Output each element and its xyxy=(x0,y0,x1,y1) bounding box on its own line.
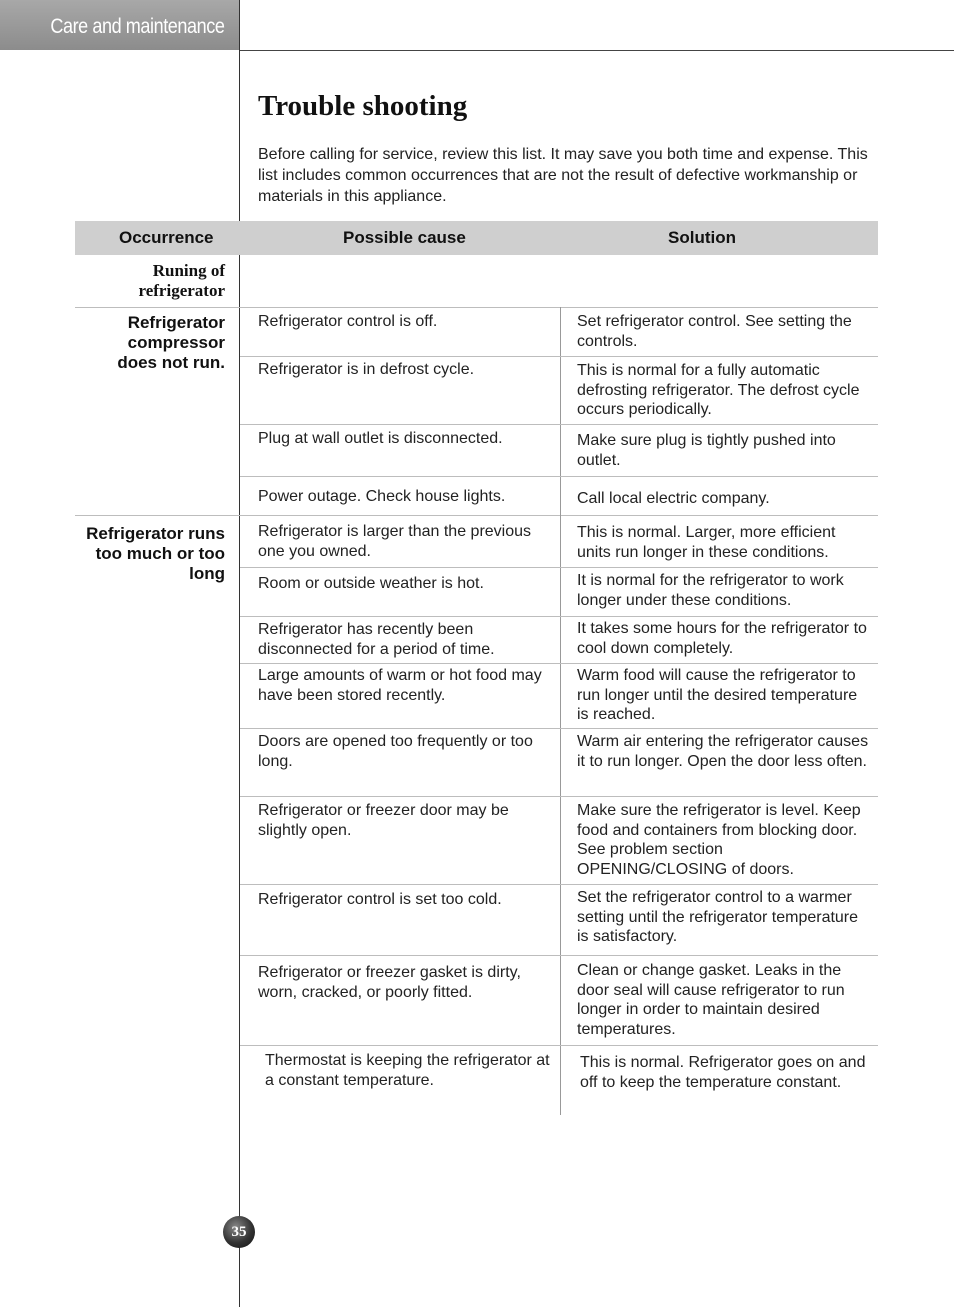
row-divider xyxy=(240,476,878,477)
cause-cell: Plug at wall outlet is disconnected. xyxy=(258,430,503,447)
occurrence-label: Refrigerator runs too much or too long xyxy=(86,524,225,583)
solution-cell: Call local electric company. xyxy=(577,490,770,507)
solution-cell: Warm food will cause the refrigerator to run longer until the desired temperature is reached. xyxy=(577,667,858,723)
cause-cell: Refrigerator control is off. xyxy=(258,313,438,330)
cause-cell: Refrigerator is in defrost cycle. xyxy=(258,361,475,378)
header-rule xyxy=(240,50,954,51)
row-divider xyxy=(240,1045,878,1046)
solution-cell: Set refrigerator control. See setting the controls. xyxy=(577,313,852,350)
cause-cell: Doors are opened too frequently or too long. xyxy=(258,733,533,770)
solution-cell: Clean or change gasket. Leaks in the door seal will cause refrigerator to run longer in order to maintain desired temperatures. xyxy=(577,962,845,1038)
row-divider xyxy=(240,567,878,568)
solution-cell: Warm air entering the refrigerator causes it to run longer. Open the door less often. xyxy=(577,733,869,770)
header-solution: Solution xyxy=(668,228,736,247)
cause-cell: Refrigerator control is set too cold. xyxy=(258,891,502,908)
row-divider xyxy=(240,616,878,617)
section-tab xyxy=(0,0,240,50)
solution-cell: This is normal. Larger, more efficient units run longer in these conditions. xyxy=(577,524,836,561)
row-divider xyxy=(240,663,878,664)
header-possible-cause: Possible cause xyxy=(343,228,466,247)
solution-cell: It takes some hours for the refrigerator to cool down completely. xyxy=(577,620,867,657)
row-divider xyxy=(240,796,878,797)
margin-rule xyxy=(239,0,240,1307)
section-title: Care and maintenance xyxy=(49,15,224,38)
section-label: Runing of refrigerator xyxy=(138,261,225,300)
solution-cell: It is normal for the refrigerator to work longer under these conditions. xyxy=(577,572,844,609)
page-title: Trouble shooting xyxy=(258,90,468,122)
solution-cell: Make sure the refrigerator is level. Keep food and containers from blocking door. See problem section OPENING/CLOSING of doors. xyxy=(577,802,861,878)
row-divider xyxy=(240,356,878,357)
group-divider xyxy=(75,307,878,308)
column-divider xyxy=(560,307,561,1115)
row-divider xyxy=(240,424,878,425)
occurrence-label: Refrigerator compressor does not run. xyxy=(117,313,225,372)
page-number: 35 xyxy=(223,1216,255,1248)
cause-cell: Power outage. Check house lights. xyxy=(258,488,506,505)
row-divider xyxy=(240,955,878,956)
solution-cell: This is normal. Refrigerator goes on and off to keep the temperature constant. xyxy=(580,1054,866,1091)
row-divider xyxy=(240,728,878,729)
intro-paragraph: Before calling for service, review this list. It may save you both time and expense. This list includes common occurrences that are not the result of defective workmanship or materials in this appliance. xyxy=(258,146,868,205)
cause-cell: Refrigerator has recently been disconnected for a period of time. xyxy=(258,621,495,658)
cause-cell: Thermostat is keeping the refrigerator at a constant temperature. xyxy=(265,1052,550,1089)
group-divider xyxy=(75,515,878,516)
header-occurrence: Occurrence xyxy=(119,228,214,247)
cause-cell: Large amounts of warm or hot food may have been stored recently. xyxy=(258,667,542,704)
cause-cell: Refrigerator or freezer gasket is dirty, worn, cracked, or poorly fitted. xyxy=(258,964,521,1001)
cause-cell: Room or outside weather is hot. xyxy=(258,575,484,592)
cause-cell: Refrigerator is larger than the previous one you owned. xyxy=(258,523,532,560)
table-header xyxy=(75,221,878,255)
row-divider xyxy=(240,884,878,885)
cause-cell: Refrigerator or freezer door may be slightly open. xyxy=(258,802,509,839)
solution-cell: Set the refrigerator control to a warmer setting until the refrigerator temperature is satisfactory. xyxy=(577,889,859,945)
solution-cell: Make sure plug is tightly pushed into outlet. xyxy=(577,432,836,469)
solution-cell: This is normal for a fully automatic defrosting refrigerator. The defrost cycle occurs periodically. xyxy=(577,362,860,418)
